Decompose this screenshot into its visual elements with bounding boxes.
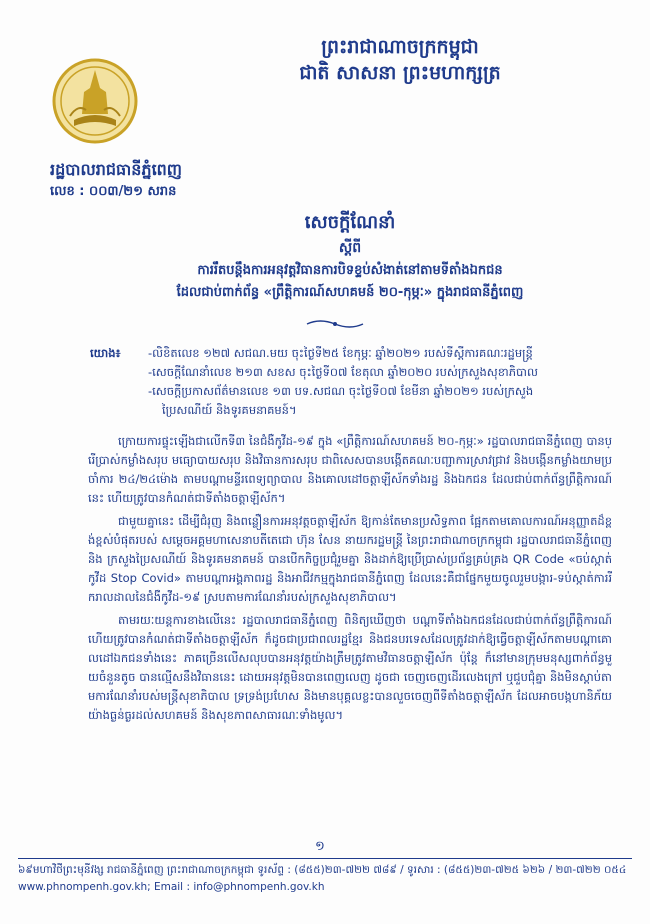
footer-web-email: www.phnompenh.gov.kh; Email : info@phnompenh.gov.kh [18,881,325,893]
body-paragraph: តាមរយៈយន្តការខាងលើនេះ រដ្ឋបាលរាជធានីភ្នំពេញ ពិនិត្យឃើញថា បណ្តាទីតាំងឯកជនដែលជាប់ពាក់ព័ន្ធព្រឹត្តិការណ៍ ហើយត្រូវបានកំណត់ជាទីតាំងចត្តាឡីស័ក ក៏ដូចជាប្រជាពលរដ្ឋខ្មែរ និងជនបរទេសដែលត្រូវដាក់ឱ្យធ្វើចត្តាឡីស័កតាមបណ្តាគោលដៅឯកជនទាំងនេះ ភាគច្រើនលើសលុបបានអនុវត្តយ៉ាងត្រឹមត្រូវតាមវិធានចត្តាឡីស័ក ប៉ុន្តែ ក៏នៅមានក្រុមមនុស្សពាក់ព័ន្ធមួយចំនួនតូច បានល្មើសនឹងវិធាននេះ ដោយអនុវត្តមិនបានពេញលេញ ដូចជា ចេញចេញដើរលេងក្រៅ ឬជួបជុំគ្នា និងមិនស្តាប់តាមការណែនាំរបស់មន្ត្រីសុខាភិបាល ទ្រទ្រង់ប្រហែស និងមានបុគ្គលខ្លះបានលួចចេញពីទីតាំងចត្តាឡីស័ក ដែលអាចបង្កហានិភ័យយ៉ាងធ្ងន់ធ្ងរដល់សហគមន៍ និងសុខភាពសាធារណៈទាំងមូល។ [88,613,612,722]
footer-address: ៦៩មហាវិថីព្រះមុនីវង្ស រាជធានីភ្នំពេញ ព្រះរាជាណាចក្រកម្ពុជា ទូរស័ព្ទ : (៨៥៥)២៣-៧២២ ៧៨៩ / ទូរសារ : (៨៥៥)២៣-៧២៥ ៦២៦ / ២៣-៧២២ ០៥៤ [18,864,627,876]
title-main: សេចក្តីណែនាំ [304,212,396,233]
reference-item: -សេចក្តីណែនាំលេខ ២១៣ សខស ចុះថ្ងៃទី០៧ ខែតុលា ឆ្នាំ២០២០ របស់ក្រសួងសុខាភិបាល [148,365,538,379]
body-paragraph: ជាមួយគ្នានេះ ដើម្បីជំរុញ និងពន្លឿនការអនុវត្តចត្តាឡីស័ក ឱ្យកាន់តែមានប្រសិទ្ធភាព ផ្អែកតាមគោលការណ៍អនុញ្ញាតដ៏ខ្ពង់ខ្ពស់បំផុតរបស់ សម្តេចអគ្គមហាសេនាបតីតេជោ ហ៊ុន សែន នាយករដ្ឋមន្ត្រី នៃព្រះរាជាណាចក្រកម្ពុជា រដ្ឋបាលរាជធានីភ្នំពេញ និង ក្រសួងប្រៃសណីយ៍ និងទូរគមនាគមន៍ បានបើកកិច្ចប្រជុំរួមគ្នា និងដាក់ឱ្យប្រើប្រាស់ប្រព័ន្ធគ្រប់គ្រង QR Code «ចប់ស្កាត់កូវីដ Stop Covid» តាមបណ្តាអង្គភាពរដ្ឋ និងអាជីវកម្មក្នុងរាជធានីភ្នំពេញ ដែលនេះគឺជាផ្នែកមួយចូលរួមបង្ការ-ទប់ស្កាត់ការរីករាលដាលនៃជំងឺកូវីដ-១៩ ស្របតាមការណែនាំរបស់ក្រសួងសុខាភិបាល។ [88,514,612,604]
phnom-penh-emblem-icon [52,58,138,144]
document-body [88,432,612,729]
kingdom-name: ព្រះរាជាណាចក្រកម្ពុជា [321,36,479,58]
body-paragraph: ក្រោយការផ្ទុះឡើងជាលើកទី៣ នៃជំងឺកូវីដ-១៩ ក្នុង «ព្រឹត្តិការណ៍សហគមន៍ ២០-កុម្ភៈ» រដ្ឋបាលរាជធានីភ្នំពេញ បានប្រើប្រាស់កម្លាំងសរុប មធ្យោបាយសរុប និងវិធានការសរុប ជាពិសេសបានបង្កើតគណៈបញ្ជាការស្រាវជ្រាវ និងបង្កើនកម្លាំងយាមប្រចាំការ ២៤/២៤ម៉ោង តាមបណ្តាមន្ទីរពេទ្យព្យាបាល និងគោលដៅចត្តាឡីស័កទាំងរដ្ឋ និងឯកជន ដែលជាប់ពាក់ព័ន្ធព្រឹត្តិការណ៍នេះ ហើយត្រូវបានកំណត់ជាទីតាំងចត្តាឡីស័ក។ [88,434,612,505]
reference-number: លេខ : ០០៣/២១ សរាន [50,184,177,199]
reference-item: -លិខិតលេខ ១២៧ សជណ.មយ ចុះថ្ងៃទី២៥ ខែកុម្ភៈ ឆ្នាំ២០២១ របស់ទីស្តីការគណៈរដ្ឋមន្ត្រី [148,346,533,360]
reference-item: -សេចក្តីប្រកាសព័ត៌មានលេខ ១៣ បទ.សជណ ចុះថ្ងៃទី០៧ ខែមីនា ឆ្នាំ២០២១ របស់ក្រសួង [148,384,534,398]
footer-divider [18,858,632,859]
page-number: ១ [315,839,325,854]
document-title [130,210,570,304]
title-ornament-icon [305,318,365,330]
issuing-department: រដ្ឋបាលរាជធានីភ្នំពេញ [50,160,183,179]
footer [18,862,632,896]
reference-item: ប្រៃសណីយ៍ និងទូរគមនាគមន៍។ [162,403,297,417]
national-motto: ជាតិ សាសនា ព្រះមហាក្សត្រ [299,62,501,84]
kingdom-header [210,34,590,86]
references-label: យោង៖ [90,346,121,360]
references-section [90,344,610,420]
title-line-2: ដែលជាប់ពាក់ព័ន្ធ «ព្រឹត្តិការណ៍សហគមន៍ ២០-កុម្ភៈ» ក្នុងរាជធានីភ្នំពេញ [176,285,524,300]
title-line-1: ការរឹតបន្តឹងការអនុវត្តវិធានការបិទខ្ទប់សំងាត់នៅតាមទីតាំងឯកជន [197,263,503,278]
title-sub: ស្តីពី [338,240,362,256]
